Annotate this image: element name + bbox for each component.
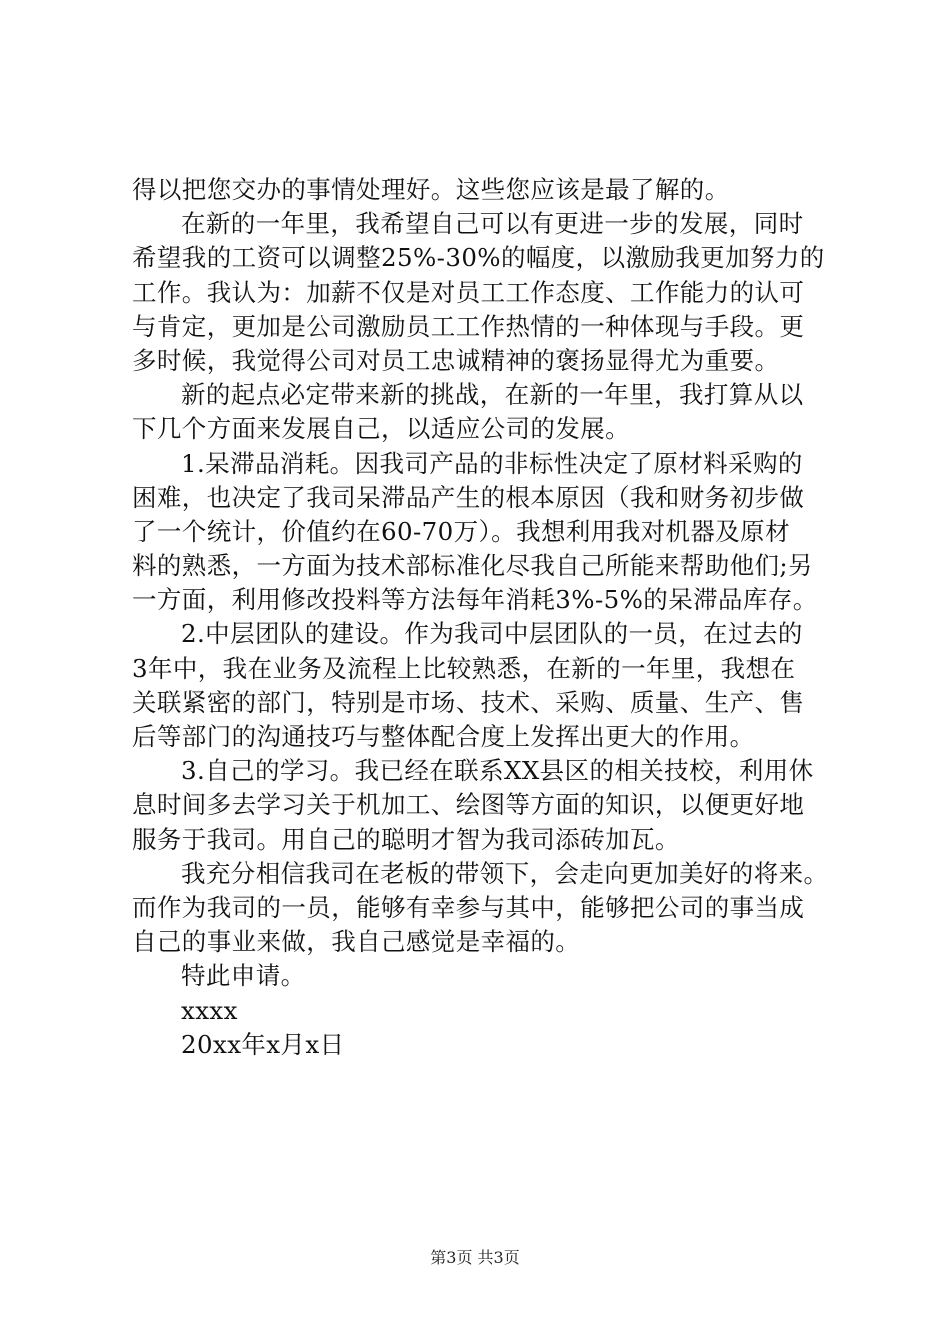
text-line: 料的熟悉，一方面为技术部标准化尽我自己所能来帮助他们;另 [132,551,813,581]
text-line: 在新的一年里，我希望自己可以有更进一步的发展，同时 [181,209,804,239]
closing-text: 特此申请。 [181,961,306,991]
text-line: 新的起点必定带来新的挑战，在新的一年里，我打算从以 [181,380,804,410]
text-line: 与肯定，更加是公司激励员工工作热情的一种体现与手段。更 [132,311,805,341]
text-line: 希望我的工资可以调整25%-30%的幅度，以激励我更加努力的 [132,243,825,273]
text-line: 后等部门的沟通技巧与整体配合度上发挥出更大的作用。 [132,722,755,751]
text-line: 2.中层团队的建设。作为我司中层团队的一员，在过去的 [181,619,803,649]
text-line: 得以把您交办的事情处理好。这些您应该是最了解的。 [132,175,730,204]
text-line: 一方面，利用修改投料等方法每年消耗3%-5%的呆滞品库存。 [132,585,818,615]
text-line: 下几个方面来发展自己，以适应公司的发展。 [132,414,630,444]
text-line: 1.呆滞品消耗。因我司产品的非标性决定了原材料采购的 [181,448,803,478]
signature-name: xxxx [181,995,238,1025]
text-line: 多时候，我觉得公司对员工忠诚精神的褒扬显得尤为重要。 [132,345,780,375]
text-line: 而作为我司的一员，能够有幸参与其中，能够把公司的事当成 [132,892,805,922]
text-line: 工作。我认为：加薪不仅是对员工工作态度、工作能力的认可 [132,277,805,307]
text-line: 了一个统计，价值约在60-70万）。我想利用我对机器及原材 [132,516,790,546]
text-line: 我充分相信我司在老板的带领下，会走向更加美好的将来。 [181,858,829,888]
text-line: 关联紧密的部门，特别是市场、技术、采购、质量、生产、售 [132,687,805,717]
text-line: 自己的事业来做，我自己感觉是幸福的。 [132,927,581,957]
text-line: 3年中，我在业务及流程上比较熟悉，在新的一年里，我想在 [132,653,796,683]
text-line: 服务于我司。用自己的聪明才智为我司添砖加瓦。 [132,824,680,854]
text-line: 困难，也决定了我司呆滞品产生的根本原因（我和财务初步做 [132,482,805,512]
text-line: 息时间多去学习关于机加工、绘图等方面的知识，以便更好地 [132,790,805,820]
page-footer: 第3页 共3页 [430,1248,520,1267]
document-body [132,173,837,1062]
text-line: 3.自己的学习。我已经在联系XX县区的相关技校，利用休 [181,756,814,786]
signature-date: 20xx年x月x日 [181,1029,345,1059]
